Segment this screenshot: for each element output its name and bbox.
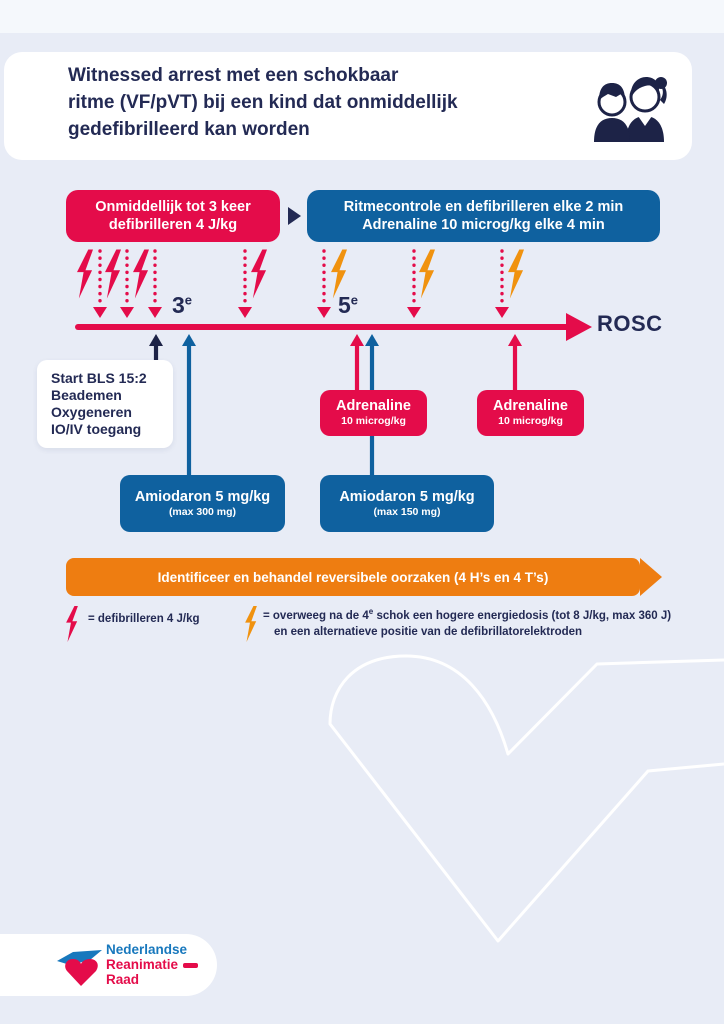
bls-line4: IO/IV toegang bbox=[51, 421, 142, 437]
lightning-red-icon bbox=[251, 248, 267, 300]
nrr-logo-text bbox=[106, 942, 198, 987]
adrenaline1-dose: 10 microg/kg bbox=[341, 415, 406, 427]
banner-arrow-tip-icon bbox=[640, 558, 662, 596]
reversible-causes-text: Identificeer en behandel reversibele oorzaken (4 H’s en 4 T’s) bbox=[157, 569, 549, 585]
lightning-orange-icon bbox=[419, 248, 435, 300]
legend-lightning-orange-icon bbox=[245, 606, 257, 642]
page-title bbox=[68, 62, 458, 143]
page-title-line2: ritme (VF/pVT) bij een kind dat onmiddellijk bbox=[68, 92, 458, 113]
page-title-line1: Witnessed arrest met een schokbaar bbox=[68, 65, 399, 86]
immediate-defib-box bbox=[66, 190, 280, 242]
lightning-orange-icon bbox=[508, 248, 524, 300]
shock-count-5-marker: 5e bbox=[338, 292, 359, 318]
amiodaron1-box bbox=[120, 475, 285, 532]
shock-dotted-arrow-icon bbox=[93, 248, 107, 319]
rhythm-check-line1: Ritmecontrole en defibrilleren elke 2 min bbox=[343, 199, 624, 215]
legend-orange-line2: en een alternatieve positie van de defibrillatorelektroden bbox=[274, 625, 583, 638]
shock-dotted-arrow-icon bbox=[148, 248, 162, 319]
adrenaline1-box bbox=[320, 390, 427, 436]
adrenaline2-title: Adrenaline bbox=[493, 398, 568, 414]
nrr-logo-line3: Raad bbox=[106, 972, 140, 987]
immediate-defib-line2: defibrilleren 4 J/kg bbox=[108, 217, 238, 233]
legend-lightning-red-icon bbox=[66, 606, 78, 642]
nrr-logo bbox=[0, 934, 217, 996]
shock-dotted-arrow-icon bbox=[238, 248, 252, 319]
lightning-red-icon bbox=[77, 248, 93, 300]
amiodaron2-dose: (max 150 mg) bbox=[373, 505, 441, 518]
shock-dotted-arrow-icon bbox=[407, 248, 421, 319]
bls-line1: Start BLS 15:2 bbox=[51, 370, 147, 386]
legend-orange-text bbox=[263, 604, 671, 640]
logo-dash-icon bbox=[183, 963, 198, 968]
adrenaline2-up-arrow-icon bbox=[508, 334, 522, 392]
legend-orange-line1: = overweeg na de 4e schok een hogere energiedosis (tot 8 J/kg, max 360 J) bbox=[263, 607, 672, 622]
shock-dotted-arrow-icon bbox=[317, 248, 331, 319]
immediate-defib-line1: Onmiddellijk tot 3 keer bbox=[95, 199, 251, 215]
bls-start-box bbox=[37, 360, 173, 448]
legend-red-text: = defibrilleren 4 J/kg bbox=[88, 613, 200, 625]
timeline-arrowhead-icon bbox=[566, 313, 592, 341]
header-card bbox=[4, 52, 692, 160]
timeline-line bbox=[75, 324, 572, 330]
rhythm-check-line2: Adrenaline 10 microg/kg elke 4 min bbox=[362, 217, 605, 233]
adrenaline2-dose: 10 microg/kg bbox=[498, 415, 563, 427]
amiodaron1-title: Amiodaron 5 mg/kg bbox=[134, 488, 271, 505]
reversible-causes-banner bbox=[66, 558, 640, 596]
lightning-red-icon bbox=[133, 248, 149, 300]
shock-dotted-arrow-icon bbox=[120, 248, 134, 319]
adrenaline1-up-arrow-icon bbox=[350, 334, 364, 392]
amiodaron1-dose: (max 300 mg) bbox=[168, 505, 237, 518]
adrenaline1-title: Adrenaline bbox=[336, 398, 411, 414]
nrr-logo-line1: Nederlandse bbox=[106, 942, 188, 957]
lightning-red-icon bbox=[105, 248, 121, 300]
bls-line2: Beademen bbox=[51, 387, 122, 403]
rhythm-check-box bbox=[307, 190, 660, 242]
shock-dotted-arrow-icon bbox=[495, 248, 509, 319]
adrenaline2-box bbox=[477, 390, 584, 436]
flow-arrow-icon bbox=[288, 207, 301, 225]
nrr-logo-line2: Reanimatie bbox=[106, 957, 198, 972]
shock-count-3-marker: 3e bbox=[172, 292, 193, 318]
amiodaron2-title: Amiodaron 5 mg/kg bbox=[339, 488, 475, 505]
amiodaron1-up-arrow-icon bbox=[182, 334, 196, 476]
nrr-logo-mark-icon bbox=[56, 948, 104, 988]
bls-line3: Oxygeneren bbox=[51, 404, 132, 420]
amiodaron2-box bbox=[320, 475, 494, 532]
page-title-line3: gedefibrilleerd kan worden bbox=[68, 119, 310, 140]
rosc-label: ROSC bbox=[597, 311, 663, 336]
bls-up-arrow-icon bbox=[149, 334, 163, 360]
two-children-icon bbox=[588, 72, 672, 142]
